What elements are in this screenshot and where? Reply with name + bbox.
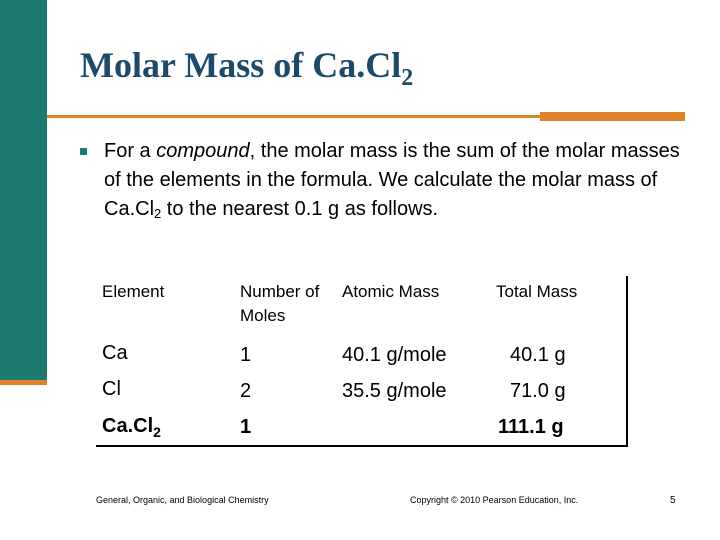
cell-element: Ca (102, 341, 128, 364)
cell-moles: 1 (240, 343, 252, 366)
header-atomic-mass: Atomic Mass (342, 282, 440, 301)
cell-element: Cl (102, 377, 121, 400)
table-row (96, 337, 627, 373)
cell-moles: 1 (240, 415, 252, 438)
left-decor-bar (0, 0, 47, 384)
bullet-marker (80, 148, 87, 155)
footer-copyright: Copyright © 2010 Pearson Education, Inc. (410, 495, 579, 505)
footer-course: General, Organic, and Biological Chemistry (96, 495, 269, 505)
cell-moles: 2 (240, 379, 252, 402)
header-total-mass: Total Mass (496, 282, 578, 301)
header-moles: Number of Moles (240, 282, 320, 325)
cell-atomic-mass: 40.1 g/mole (342, 343, 447, 366)
cell-total-mass: 40.1 g (510, 343, 566, 366)
molar-mass-table (96, 276, 628, 447)
cell-element: $Ca.Cl_2$ (102, 414, 161, 440)
table-header-row (96, 276, 627, 337)
table-row (96, 373, 627, 409)
left-bar-accent (0, 380, 47, 385)
slide-title: Molar Mass of $Ca.Cl_2$ (80, 45, 414, 91)
cell-total-mass: 111.1 g (498, 415, 564, 438)
header-element: Element (102, 282, 165, 301)
cell-total-mass: 71.0 g (510, 379, 566, 402)
title-rule-accent (540, 112, 685, 121)
page-number: 5 (670, 495, 676, 506)
cell-atomic-mass (336, 409, 490, 446)
table-row (96, 409, 627, 446)
cell-atomic-mass: 35.5 g/mole (342, 379, 447, 402)
bullet-text: For a compound, the molar mass is the sum of the molar masses of the elements in the formula. We calculate the molar mass of $Ca.Cl_2$ to the nearest 0.1 g as follows. (104, 140, 680, 221)
